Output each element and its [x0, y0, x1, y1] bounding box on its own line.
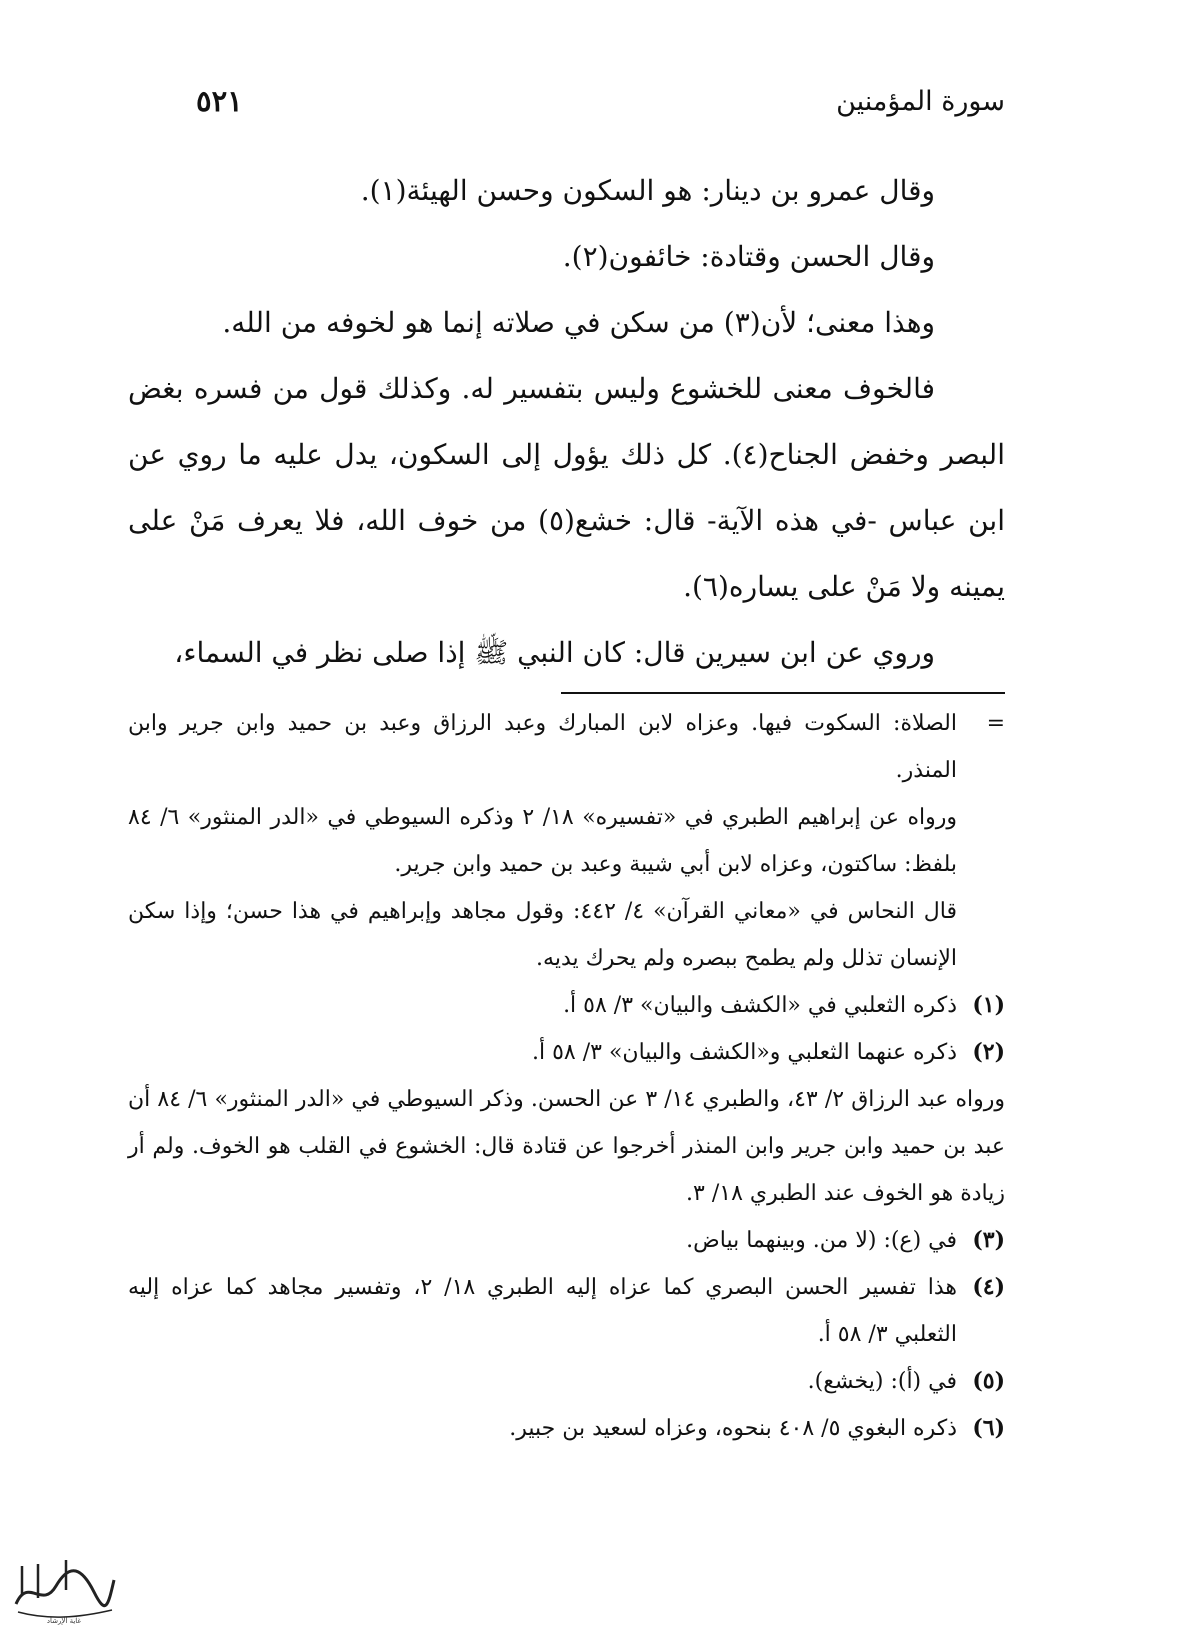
- logo-subtext: غاية الإرشاد: [46, 1617, 82, 1625]
- footnote-text: ورواه عبد الرزاق ٢/ ٤٣، والطبري ١٤/ ٣ عن الحسن. وذكر السيوطي في «الدر المنثور» ٦/ ٨٤ أن عبد بن حميد وابن جرير وابن المنذر أخرجوا عن قتادة قال: الخشوع في القلب هو الخوف. ولم أر زيادة هو الخوف عند الطبري ١٨/ ٣.: [128, 1087, 1005, 1206]
- paragraph: وروي عن ابن سيرين قال: كان النبي ﷺ إذا صلى نظر في السماء،: [174, 636, 935, 669]
- footnote-marker: (٥): [972, 1368, 1005, 1394]
- paragraph: فالخوف معنى للخشوع وليس بتفسير له. وكذلك قول من فسره بغض البصر وخفض الجناح(٤). كل ذلك يؤول إلى السكون، يدل عليه ما روي عن ابن عباس -في هذه الآية- قال: خشع(٥) من خوف الله، فلا يعرف مَنْ على يمينه ولا مَنْ على يساره(٦).: [128, 372, 1005, 603]
- footnote-text: ذكره الثعلبي في «الكشف والبيان» ٣/ ٥٨ أ.: [563, 993, 957, 1018]
- footnote: [128, 982, 1005, 1029]
- paragraph: وقال عمرو بن دينار: هو السكون وحسن الهيئة(١).: [360, 174, 935, 207]
- publisher-logo: [8, 1546, 120, 1626]
- footnote-marker: (١): [972, 992, 1005, 1018]
- footnote-marker: (٤): [972, 1274, 1005, 1300]
- footnote-text: في (ع): (لا من. وبينهما بياض.: [686, 1228, 957, 1253]
- footnote: [128, 700, 1005, 794]
- main-text: [128, 158, 1005, 686]
- paragraph: وهذا معنى؛ لأن(٣) من سكن في صلاته إنما هو لخوفه من الله.: [222, 306, 935, 339]
- footnote-text: ورواه عن إبراهيم الطبري في «تفسيره» ١٨/ ٢ وذكره السيوطي في «الدر المنثور» ٦/ ٨٤ بلفظ: ساكتون، وعزاه لابن أبي شيبة وعبد بن حميد وابن جرير.: [128, 805, 957, 877]
- footnote: [128, 1076, 1005, 1217]
- footnote: [128, 1217, 1005, 1264]
- page-number: ٥٢١: [196, 84, 243, 118]
- footnote-divider: [561, 692, 1005, 694]
- paragraph: وقال الحسن وقتادة: خائفون(٢).: [562, 240, 935, 273]
- footnote: [128, 1264, 1005, 1358]
- footnote: [128, 794, 1005, 888]
- footnote-marker: (٢): [972, 1039, 1005, 1065]
- footnote: [128, 1405, 1005, 1452]
- page-header: [196, 86, 1005, 126]
- footnote-text: في (أ): (يخشع).: [807, 1369, 957, 1394]
- footnote-text: قال النحاس في «معاني القرآن» ٤/ ٤٤٢: وقول مجاهد وإبراهيم في هذا حسن؛ وإذا سكن الإنسان تذلل ولم يطمح ببصره ولم يحرك يديه.: [128, 899, 958, 971]
- surah-title: سورة المؤمنين: [836, 86, 1005, 117]
- footnote-text: الصلاة: السكوت فيها. وعزاه لابن المبارك وعبد الرزاق وعبد بن حميد وابن جرير وابن المنذر.: [128, 711, 957, 783]
- footnote-text: ذكره عنهما الثعلبي و«الكشف والبيان» ٣/ ٥٨ أ.: [531, 1040, 957, 1065]
- footnote-marker: (٦): [972, 1415, 1005, 1441]
- footnote: [128, 1029, 1005, 1076]
- footnote-marker: =: [986, 711, 1005, 736]
- footnote-text: هذا تفسير الحسن البصري كما عزاه إليه الطبري ١٨/ ٢، وتفسير مجاهد كما عزاه إليه الثعلبي ٣/ ٥٨ أ.: [128, 1275, 958, 1347]
- footnote: [128, 1358, 1005, 1405]
- footnote-text: ذكره البغوي ٥/ ٤٠٨ بنحوه، وعزاه لسعيد بن جبير.: [509, 1416, 957, 1441]
- footnote-marker: (٣): [972, 1227, 1005, 1253]
- footnotes: [128, 700, 1005, 1452]
- footnote: [128, 888, 1005, 982]
